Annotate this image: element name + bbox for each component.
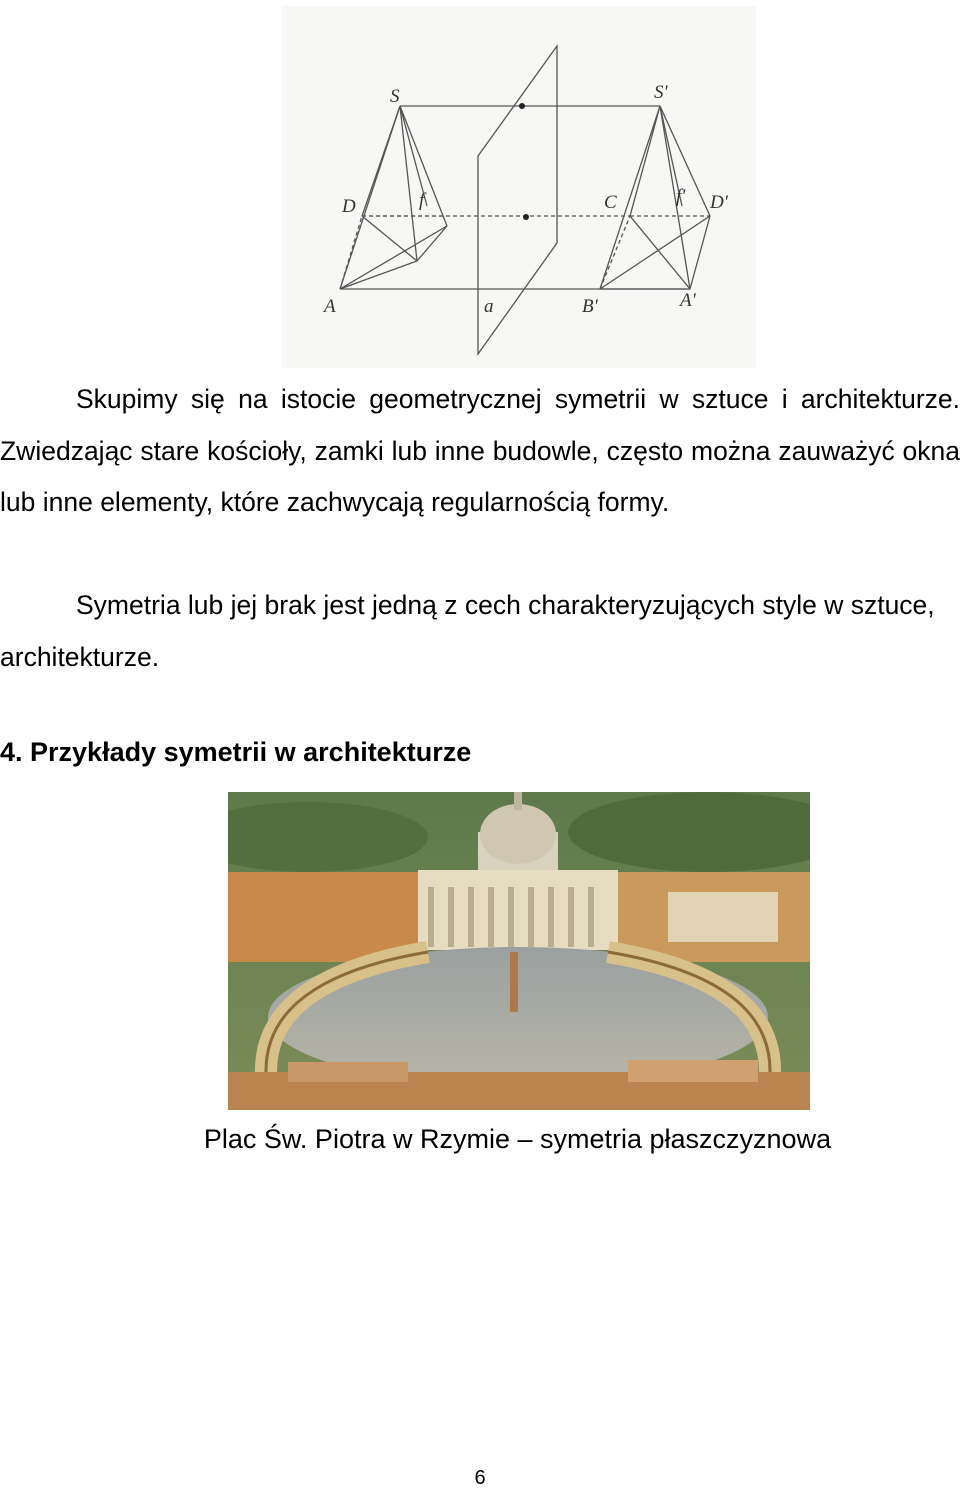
label-a: A: [324, 296, 336, 317]
page-number: 6: [474, 1467, 486, 1489]
label-b-prime: B': [582, 296, 598, 317]
section-heading: 4. Przykłady symetrii w architekturze: [0, 737, 472, 767]
photo-caption: Plac Św. Piotra w Rzymie – symetria płaszczyznowa: [203, 1124, 832, 1154]
label-d: D: [342, 196, 356, 217]
label-d-prime: D': [710, 192, 728, 213]
label-a-prime: A': [680, 290, 696, 311]
label-c: C: [604, 192, 617, 213]
label-s-prime: S': [654, 82, 668, 103]
symmetry-diagram: [282, 6, 756, 368]
label-f: f: [419, 190, 425, 211]
label-a-small: a: [484, 296, 494, 317]
label-s: S: [390, 86, 400, 107]
paragraph-2: Symetria lub jej brak jest jedną z cech charakteryzujących style w sztuce, architekturze.: [0, 590, 935, 672]
st-peters-square-photo: [228, 792, 810, 1110]
label-f-prime: f': [676, 186, 686, 207]
paragraph-1: Skupimy się na istocie geometrycznej symetrii w sztuce i architekturze. Zwiedzając stare kościoły, zamki lub inne budowle, często można zauważyć okna lub inne elementy, które zachwycają regularnością formy.: [0, 384, 960, 517]
